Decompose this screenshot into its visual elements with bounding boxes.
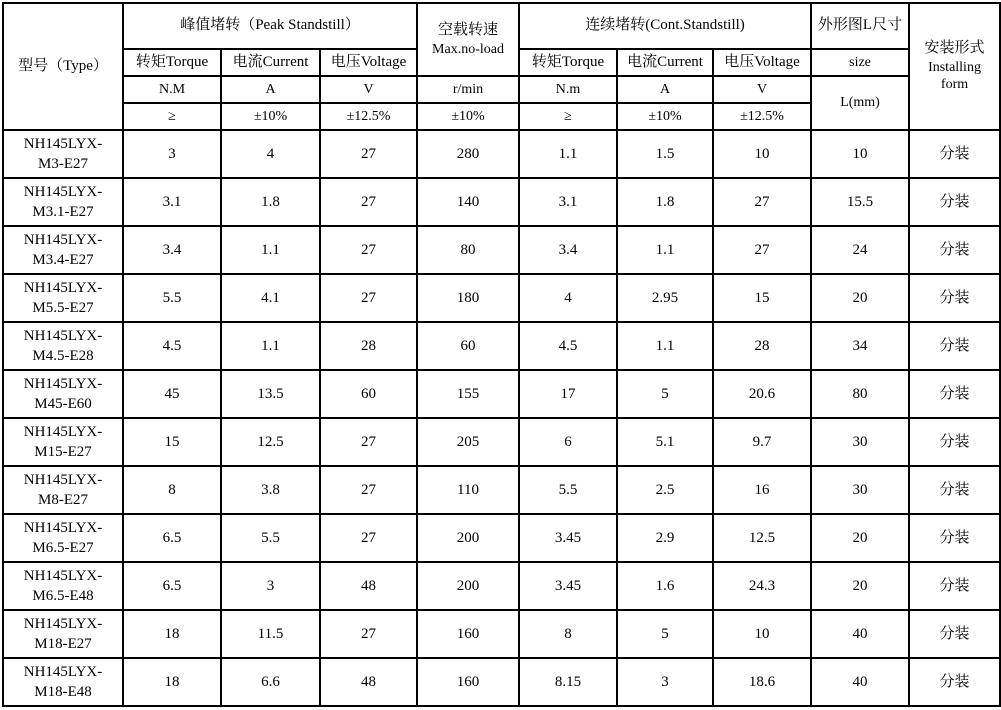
cell-no-load-speed: 110 (417, 466, 519, 514)
cell-peak-voltage: 48 (320, 562, 417, 610)
cell-cont-torque: 4.5 (519, 322, 617, 370)
cell-peak-voltage: 27 (320, 178, 417, 226)
cell-peak-current: 5.5 (221, 514, 320, 562)
table-row (3, 466, 1000, 514)
cell-installing: 分装 (909, 610, 1000, 658)
cell-type: NH145LYX-M5.5-E27 (3, 274, 123, 322)
table-row (3, 130, 1000, 178)
cell-size-l: 15.5 (811, 178, 909, 226)
cell-size-l: 30 (811, 466, 909, 514)
cell-size-l: 10 (811, 130, 909, 178)
cell-installing: 分装 (909, 514, 1000, 562)
tolerance-cont-torque: ≥ (519, 103, 617, 130)
cell-no-load-speed: 60 (417, 322, 519, 370)
cell-cont-voltage: 24.3 (713, 562, 811, 610)
cell-peak-voltage: 27 (320, 130, 417, 178)
cell-peak-voltage: 28 (320, 322, 417, 370)
cell-size-l: 24 (811, 226, 909, 274)
cell-peak-torque: 45 (123, 370, 221, 418)
unit-peak-torque: N.M (123, 76, 221, 103)
cell-no-load-speed: 205 (417, 418, 519, 466)
cell-no-load-speed: 160 (417, 658, 519, 706)
unit-no-load-speed: r/min (417, 76, 519, 103)
header-type: 型号（Type） (3, 3, 123, 130)
table-row (3, 610, 1000, 658)
cell-size-l: 80 (811, 370, 909, 418)
cell-peak-voltage: 27 (320, 226, 417, 274)
cell-installing: 分装 (909, 370, 1000, 418)
cell-peak-current: 1.1 (221, 226, 320, 274)
cell-peak-voltage: 27 (320, 610, 417, 658)
header-peak-torque: 转矩Torque (123, 49, 221, 76)
cell-size-l: 40 (811, 658, 909, 706)
cell-peak-torque: 6.5 (123, 514, 221, 562)
cell-cont-current: 2.9 (617, 514, 713, 562)
cell-installing: 分装 (909, 274, 1000, 322)
cell-installing: 分装 (909, 658, 1000, 706)
cell-peak-torque: 6.5 (123, 562, 221, 610)
tolerance-no-load-speed: ±10% (417, 103, 519, 130)
cell-size-l: 20 (811, 562, 909, 610)
cell-cont-torque: 3.1 (519, 178, 617, 226)
cell-cont-current: 5 (617, 610, 713, 658)
cell-cont-torque: 8 (519, 610, 617, 658)
tolerance-cont-current: ±10% (617, 103, 713, 130)
cell-cont-current: 5.1 (617, 418, 713, 466)
cell-cont-current: 2.95 (617, 274, 713, 322)
cell-peak-current: 4 (221, 130, 320, 178)
cell-installing: 分装 (909, 322, 1000, 370)
header-cont-torque: 转矩Torque (519, 49, 617, 76)
cell-peak-current: 6.6 (221, 658, 320, 706)
cell-installing: 分装 (909, 418, 1000, 466)
cell-peak-torque: 18 (123, 658, 221, 706)
header-size: size (811, 49, 909, 76)
unit-cont-current: A (617, 76, 713, 103)
cell-cont-voltage: 12.5 (713, 514, 811, 562)
cell-installing: 分装 (909, 466, 1000, 514)
header-group-outline-size: 外形图L尺寸 (811, 3, 909, 49)
installing-form-en: Installing form (928, 59, 981, 93)
no-load-speed-en: Max.no-load (432, 41, 504, 57)
cell-cont-torque: 3.45 (519, 514, 617, 562)
cell-type: NH145LYX-M3.1-E27 (3, 178, 123, 226)
cell-peak-current: 1.1 (221, 322, 320, 370)
tolerance-peak-torque: ≥ (123, 103, 221, 130)
cell-type: NH145LYX-M6.5-E48 (3, 562, 123, 610)
cell-size-l: 34 (811, 322, 909, 370)
cell-peak-torque: 8 (123, 466, 221, 514)
cell-cont-voltage: 15 (713, 274, 811, 322)
table-header (3, 3, 1000, 130)
cell-cont-torque: 8.15 (519, 658, 617, 706)
cell-cont-torque: 6 (519, 418, 617, 466)
cell-no-load-speed: 140 (417, 178, 519, 226)
cell-type: NH145LYX-M18-E27 (3, 610, 123, 658)
cell-cont-torque: 1.1 (519, 130, 617, 178)
tolerance-cont-voltage: ±12.5% (713, 103, 811, 130)
header-peak-voltage: 电压Voltage (320, 49, 417, 76)
table-row (3, 418, 1000, 466)
cell-cont-torque: 17 (519, 370, 617, 418)
cell-type: NH145LYX-M45-E60 (3, 370, 123, 418)
cell-peak-torque: 3.4 (123, 226, 221, 274)
cell-cont-current: 1.8 (617, 178, 713, 226)
installing-form-zh: 安装形式 (924, 40, 985, 57)
cell-type: NH145LYX-M3-E27 (3, 130, 123, 178)
cell-no-load-speed: 80 (417, 226, 519, 274)
cell-cont-current: 1.1 (617, 322, 713, 370)
tolerance-peak-voltage: ±12.5% (320, 103, 417, 130)
cell-peak-torque: 4.5 (123, 322, 221, 370)
cell-peak-current: 12.5 (221, 418, 320, 466)
cell-no-load-speed: 155 (417, 370, 519, 418)
cell-peak-voltage: 48 (320, 658, 417, 706)
cell-peak-voltage: 27 (320, 274, 417, 322)
cell-no-load-speed: 180 (417, 274, 519, 322)
cell-no-load-speed: 200 (417, 514, 519, 562)
cell-type: NH145LYX-M3.4-E27 (3, 226, 123, 274)
unit-cont-voltage: V (713, 76, 811, 103)
table-row (3, 178, 1000, 226)
cell-installing: 分装 (909, 178, 1000, 226)
unit-peak-voltage: V (320, 76, 417, 103)
cell-no-load-speed: 160 (417, 610, 519, 658)
cell-cont-current: 1.6 (617, 562, 713, 610)
cell-peak-torque: 3.1 (123, 178, 221, 226)
cell-cont-current: 3 (617, 658, 713, 706)
header-cont-current: 电流Current (617, 49, 713, 76)
table-row (3, 274, 1000, 322)
cell-peak-torque: 5.5 (123, 274, 221, 322)
table-row (3, 322, 1000, 370)
cell-cont-current: 5 (617, 370, 713, 418)
cell-cont-voltage: 10 (713, 130, 811, 178)
tolerance-peak-current: ±10% (221, 103, 320, 130)
table-row (3, 226, 1000, 274)
cell-size-l: 40 (811, 610, 909, 658)
cell-size-l: 20 (811, 514, 909, 562)
cell-no-load-speed: 200 (417, 562, 519, 610)
table-row (3, 514, 1000, 562)
cell-cont-voltage: 16 (713, 466, 811, 514)
cell-peak-current: 13.5 (221, 370, 320, 418)
cell-size-l: 20 (811, 274, 909, 322)
table-row (3, 658, 1000, 706)
cell-peak-torque: 18 (123, 610, 221, 658)
cell-peak-torque: 15 (123, 418, 221, 466)
cell-peak-voltage: 27 (320, 514, 417, 562)
cell-cont-torque: 3.45 (519, 562, 617, 610)
table-row (3, 562, 1000, 610)
cell-cont-torque: 4 (519, 274, 617, 322)
header-installing-form (909, 3, 1000, 130)
cell-cont-torque: 5.5 (519, 466, 617, 514)
motor-spec-table (2, 2, 1001, 707)
cell-cont-voltage: 10 (713, 610, 811, 658)
cell-peak-voltage: 27 (320, 466, 417, 514)
cell-cont-voltage: 20.6 (713, 370, 811, 418)
table-row (3, 370, 1000, 418)
cell-size-l: 30 (811, 418, 909, 466)
header-group-peak-standstill: 峰值堵转（Peak Standstill） (123, 3, 417, 49)
header-group-no-load-speed (417, 3, 519, 76)
unit-length: L(mm) (811, 76, 909, 130)
cell-cont-voltage: 28 (713, 322, 811, 370)
cell-cont-voltage: 27 (713, 226, 811, 274)
cell-installing: 分装 (909, 226, 1000, 274)
cell-peak-torque: 3 (123, 130, 221, 178)
cell-cont-current: 2.5 (617, 466, 713, 514)
cell-peak-current: 11.5 (221, 610, 320, 658)
no-load-speed-zh: 空载转速 (437, 22, 498, 38)
cell-type: NH145LYX-M18-E48 (3, 658, 123, 706)
cell-type: NH145LYX-M15-E27 (3, 418, 123, 466)
cell-peak-voltage: 27 (320, 418, 417, 466)
cell-peak-voltage: 60 (320, 370, 417, 418)
cell-type: NH145LYX-M8-E27 (3, 466, 123, 514)
cell-cont-voltage: 27 (713, 178, 811, 226)
unit-cont-torque: N.m (519, 76, 617, 103)
unit-peak-current: A (221, 76, 320, 103)
cell-installing: 分装 (909, 130, 1000, 178)
table-body (3, 130, 1000, 706)
cell-peak-current: 4.1 (221, 274, 320, 322)
cell-type: NH145LYX-M4.5-E28 (3, 322, 123, 370)
cell-cont-current: 1.1 (617, 226, 713, 274)
cell-cont-voltage: 9.7 (713, 418, 811, 466)
cell-cont-torque: 3.4 (519, 226, 617, 274)
cell-type: NH145LYX-M6.5-E27 (3, 514, 123, 562)
cell-cont-voltage: 18.6 (713, 658, 811, 706)
cell-peak-current: 3 (221, 562, 320, 610)
cell-no-load-speed: 280 (417, 130, 519, 178)
cell-installing: 分装 (909, 562, 1000, 610)
cell-peak-current: 3.8 (221, 466, 320, 514)
header-cont-voltage: 电压Voltage (713, 49, 811, 76)
header-group-cont-standstill: 连续堵转(Cont.Standstill) (519, 3, 811, 49)
cell-peak-current: 1.8 (221, 178, 320, 226)
header-peak-current: 电流Current (221, 49, 320, 76)
cell-cont-current: 1.5 (617, 130, 713, 178)
